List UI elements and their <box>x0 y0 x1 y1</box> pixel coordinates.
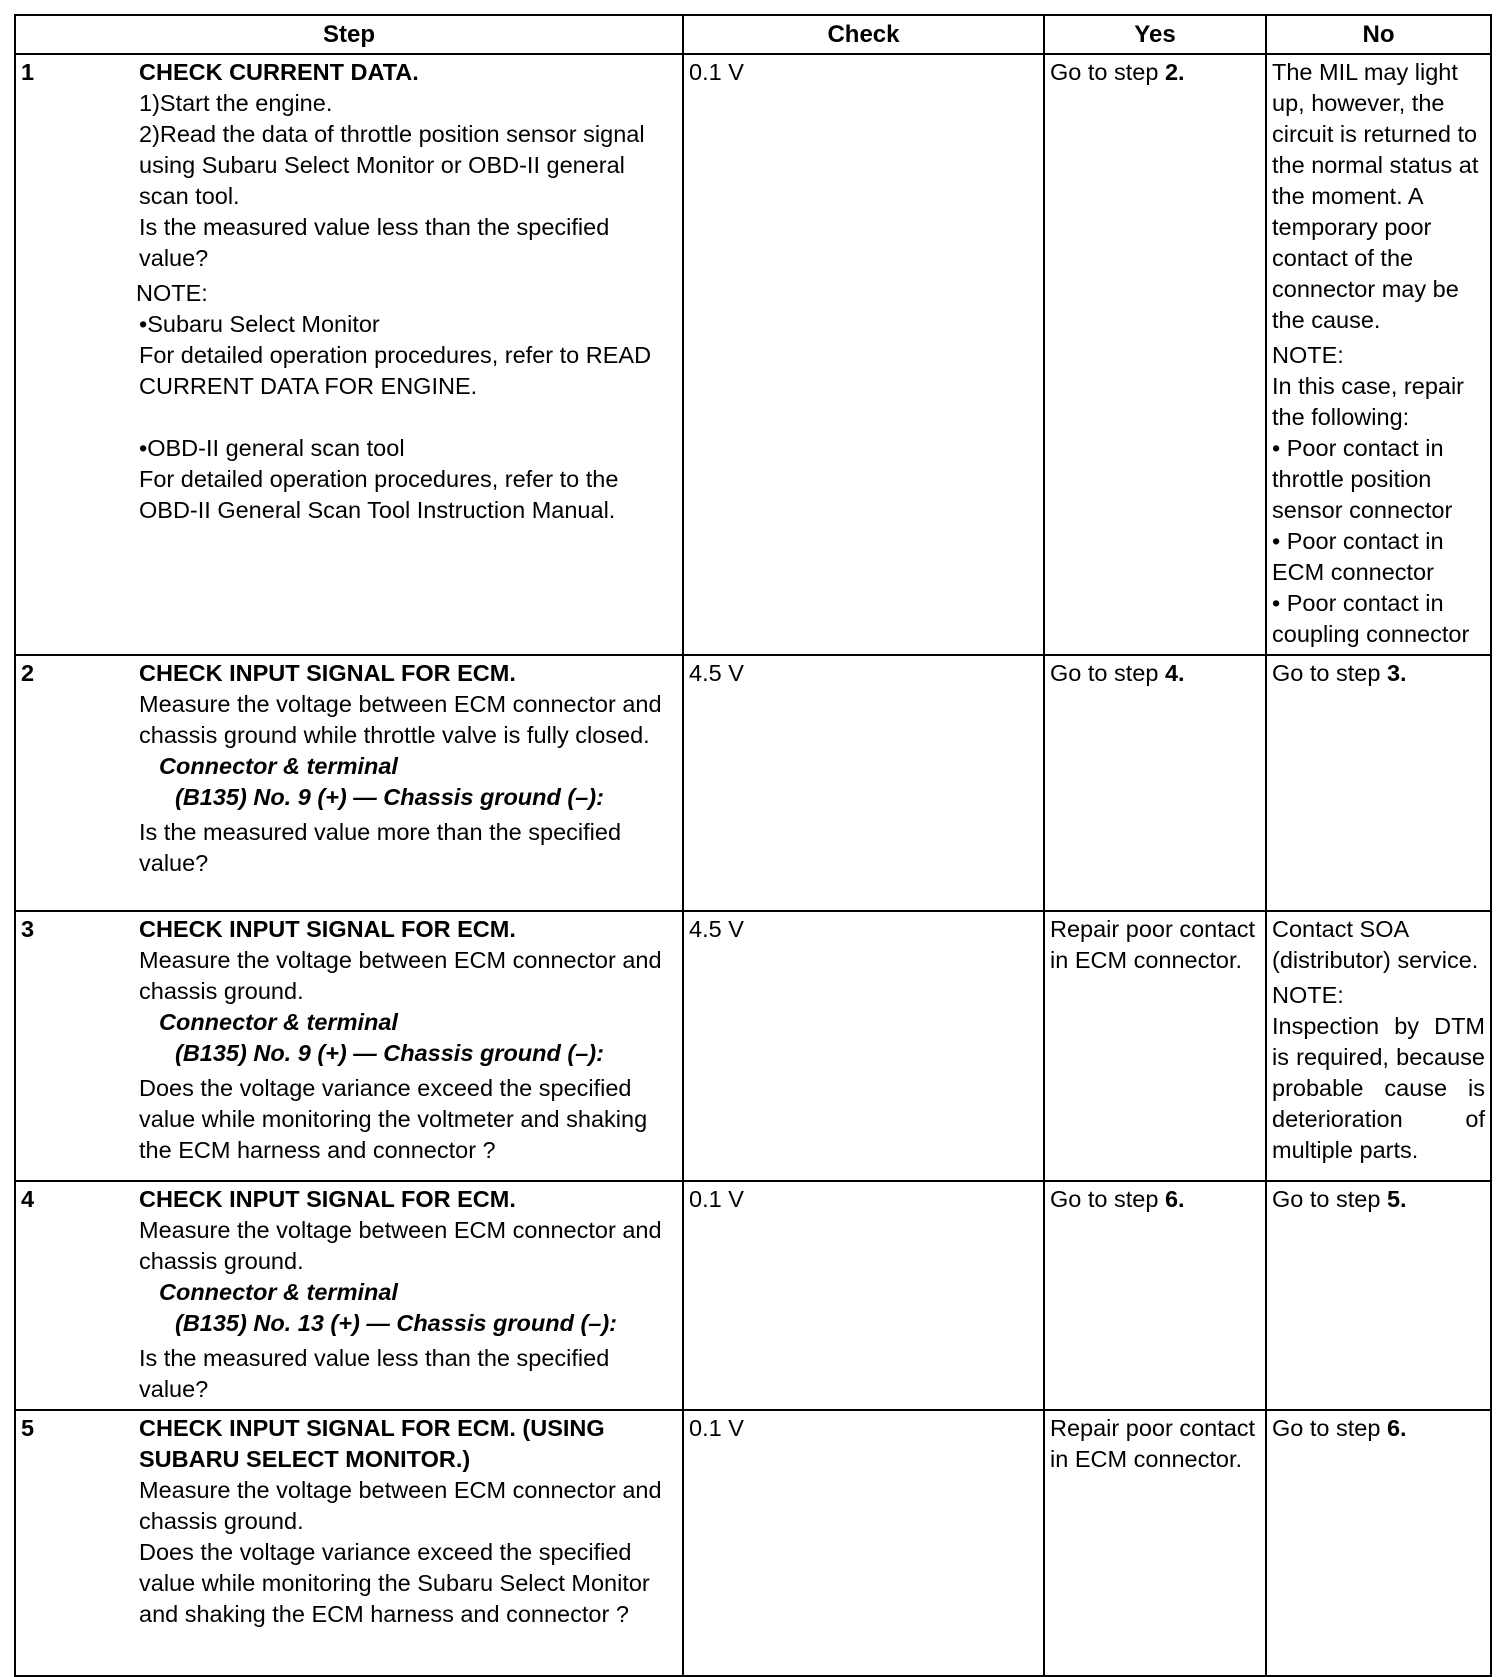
step-number: 4 <box>21 1186 35 1212</box>
note-label: NOTE: <box>136 280 208 306</box>
yes-cell: Go to step 6. <box>1044 1181 1266 1410</box>
table-header-row <box>15 15 1491 54</box>
table-row-step-3 <box>15 911 1491 1181</box>
header-yes: Yes <box>1044 15 1266 54</box>
connector-terminal-label: Connector & terminal <box>159 753 398 779</box>
table-row-step-1 <box>15 54 1491 655</box>
step-title: CHECK CURRENT DATA. <box>139 59 419 85</box>
no-text: Contact SOA (distributor) service. <box>1272 916 1479 973</box>
step-number: 1 <box>21 59 35 85</box>
header-step: Step <box>15 15 683 54</box>
step-question: Is the measured value less than the specified value? <box>139 214 610 271</box>
step-number: 2 <box>21 660 35 686</box>
connector-terminal-value: (B135) No. 9 (+) — Chassis ground (–): <box>175 1040 604 1066</box>
step-cell <box>15 1410 683 1676</box>
yes-text: Repair poor contact in ECM connector. <box>1044 1410 1266 1676</box>
no-note-label: NOTE: <box>1272 342 1344 368</box>
table-row-step-4 <box>15 1181 1491 1410</box>
no-cell <box>1266 911 1491 1181</box>
no-bullet: • Poor contact in throttle position sensor connector <box>1272 435 1453 523</box>
step-title: CHECK INPUT SIGNAL FOR ECM. <box>139 1186 516 1212</box>
step-cell <box>15 1181 683 1410</box>
no-note-intro: In this case, repair the following: <box>1272 373 1465 430</box>
step-cell <box>15 655 683 911</box>
note-obd-title: •OBD-II general scan tool <box>139 435 405 461</box>
step-instruction: Measure the voltage between ECM connector and chassis ground while throttle valve is fully closed. <box>139 691 662 748</box>
no-step-ref: 3. <box>1386 660 1407 686</box>
no-bullet: • Poor contact in coupling connector <box>1272 590 1470 647</box>
step-instruction: Measure the voltage between ECM connector and chassis ground. <box>139 1477 662 1534</box>
no-step-ref: 6. <box>1386 1415 1407 1441</box>
step-cell <box>15 54 683 655</box>
yes-cell: Go to step 4. <box>1044 655 1266 911</box>
note-ssm-text: For detailed operation procedures, refer to READ CURRENT DATA FOR ENGINE. <box>139 342 652 399</box>
yes-step-ref: 6. <box>1164 1186 1185 1212</box>
check-value: 4.5 V <box>683 655 1044 911</box>
step-title: CHECK INPUT SIGNAL FOR ECM. <box>139 660 516 686</box>
step-question: Is the measured value less than the specified value? <box>139 1345 610 1402</box>
note-ssm-title: •Subaru Select Monitor <box>139 311 380 337</box>
step-instruction: 2)Read the data of throttle position sensor signal using Subaru Select Monitor or OBD-II general scan tool. <box>139 121 645 209</box>
check-value: 4.5 V <box>683 911 1044 1181</box>
no-bullet: • Poor contact in ECM connector <box>1272 528 1444 585</box>
no-step-ref: 5. <box>1386 1186 1407 1212</box>
yes-step-ref: 2. <box>1164 59 1185 85</box>
step-instruction: Measure the voltage between ECM connector and chassis ground. <box>139 947 662 1004</box>
diagnostic-table <box>14 14 1492 1677</box>
table-row-step-2 <box>15 655 1491 911</box>
yes-step-ref: 4. <box>1164 660 1185 686</box>
connector-terminal-label: Connector & terminal <box>159 1279 398 1305</box>
diagnostic-procedure-sheet <box>14 14 1490 1677</box>
step-title: CHECK INPUT SIGNAL FOR ECM. <box>139 916 516 942</box>
header-check: Check <box>683 15 1044 54</box>
step-number: 3 <box>21 916 35 942</box>
step-question: Is the measured value more than the specified value? <box>139 819 622 876</box>
no-note-label: NOTE: <box>1272 982 1344 1008</box>
check-value: 0.1 V <box>683 1410 1044 1676</box>
step-instruction: 1)Start the engine. <box>139 90 333 116</box>
note-obd-text: For detailed operation procedures, refer to the OBD-II General Scan Tool Instruction Manual. <box>139 466 619 523</box>
connector-terminal-label: Connector & terminal <box>159 1009 398 1035</box>
step-title: CHECK INPUT SIGNAL FOR ECM. (USING SUBARU SELECT MONITOR.) <box>139 1415 605 1472</box>
table-row-step-5 <box>15 1410 1491 1676</box>
connector-terminal-value: (B135) No. 13 (+) — Chassis ground (–): <box>175 1310 618 1336</box>
no-cell <box>1266 54 1491 655</box>
step-question: Does the voltage variance exceed the specified value while monitoring the voltmeter and shaking the ECM harness and connector ? <box>139 1075 648 1163</box>
no-cell: Go to step 3. <box>1266 655 1491 911</box>
step-question: Does the voltage variance exceed the specified value while monitoring the Subaru Select Monitor and shaking the ECM harness and connector ? <box>139 1539 650 1627</box>
check-value: 0.1 V <box>683 1181 1044 1410</box>
connector-terminal-value: (B135) No. 9 (+) — Chassis ground (–): <box>175 784 604 810</box>
no-cell: Go to step 6. <box>1266 1410 1491 1676</box>
step-instruction: Measure the voltage between ECM connector and chassis ground. <box>139 1217 662 1274</box>
no-note-text: Inspection by DTM is required, because probable cause is deterioration of multiple parts. <box>1272 1013 1485 1163</box>
header-no: No <box>1266 15 1491 54</box>
no-cell: Go to step 5. <box>1266 1181 1491 1410</box>
check-value: 0.1 V <box>683 54 1044 655</box>
step-number: 5 <box>21 1415 35 1441</box>
yes-cell: Go to step 2. <box>1044 54 1266 655</box>
step-cell <box>15 911 683 1181</box>
yes-text: Repair poor contact in ECM connector. <box>1044 911 1266 1181</box>
no-text: The MIL may light up, however, the circuit is returned to the normal status at the moment. A temporary poor contact of the connector may be the cause. <box>1272 59 1479 333</box>
